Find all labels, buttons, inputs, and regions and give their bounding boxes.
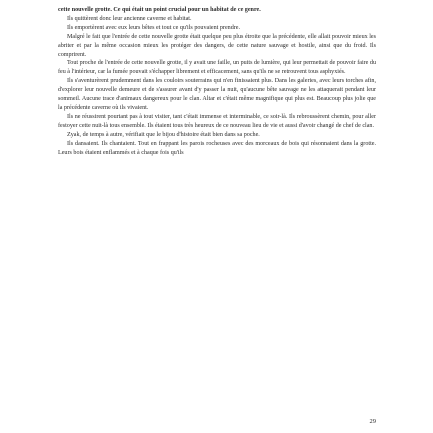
paragraph-3: Malgré le fait que l'entrée de cette nouvelle grotte était quelque peu plus étroite que la précédente, elle allait pouvoir mieux les abriter et par la même occasion mieux les protéger des dangers, de cette nature sauvage et hostile, ainsi que du froid. Ils comprirent. xyxy=(58,33,376,58)
paragraph-7: Zyak, de temps à autre, vérifiait que le bijou d'histoire était bien dans sa poche. xyxy=(67,131,260,138)
continued-text-line: cette nouvelle grotte. Ce qui était un point crucial pour un habitat de ce genre. xyxy=(58,7,261,13)
book-page xyxy=(58,6,376,426)
paragraph-4: Tout proche de l'entrée de cette nouvelle grotte, il y avait une faille, un puits de lumière, qui leur permettait de pouvoir faire du feu à l'intérieur, car la fumée pouvait s'échapper librement et efficacement, sans qu'ils ne se retrouvent tous asphyxiés. xyxy=(58,60,376,76)
paragraph-2: Ils emportèrent avec eux leurs bêtes et tout ce qu'ils pouvaient prendre. xyxy=(67,24,241,31)
paragraph-6: Ils ne réussirent pourtant pas à tout visiter, tant c'était immense et interminable, ce soir-là. Ils rebroussèrent chemin, pour aller festoyer cette nuit-là tous ensemble. Ils étaient tous très heureux de ce nouveau lieu de vie et aussi d'avoir changé de chef de clan. xyxy=(58,113,376,129)
paragraph-5: Ils s'aventurèrent prudemment dans les couloirs souterrains qui n'en finissaient plus. Dans les galeries, avec leurs torches afin, d'explorer leur nouvelle demeure et de s'assurer avant d'y passer la nuit, qu'aucune bête sauvage ne les attaquerait pendant leur sommeil. Aucune trace d'animaux dangereux pour le clan. Altar et c'était même magnifique qui plus est. Beaucoup plus jolie que la précédente caverne où ils vivaient. xyxy=(58,78,376,111)
page-number: 29 xyxy=(369,418,376,425)
paragraph-1: Ils quittèrent donc leur ancienne caverne et habitat. xyxy=(67,15,192,22)
paragraph-8: Ils dansaient. Ils chantaient. Tout en frappant les parois rocheuses avec des morceaux de bois qui résonnaient dans la grotte. Leurs bois étaient enflammés et à chaque fois qu'ils xyxy=(58,140,376,156)
